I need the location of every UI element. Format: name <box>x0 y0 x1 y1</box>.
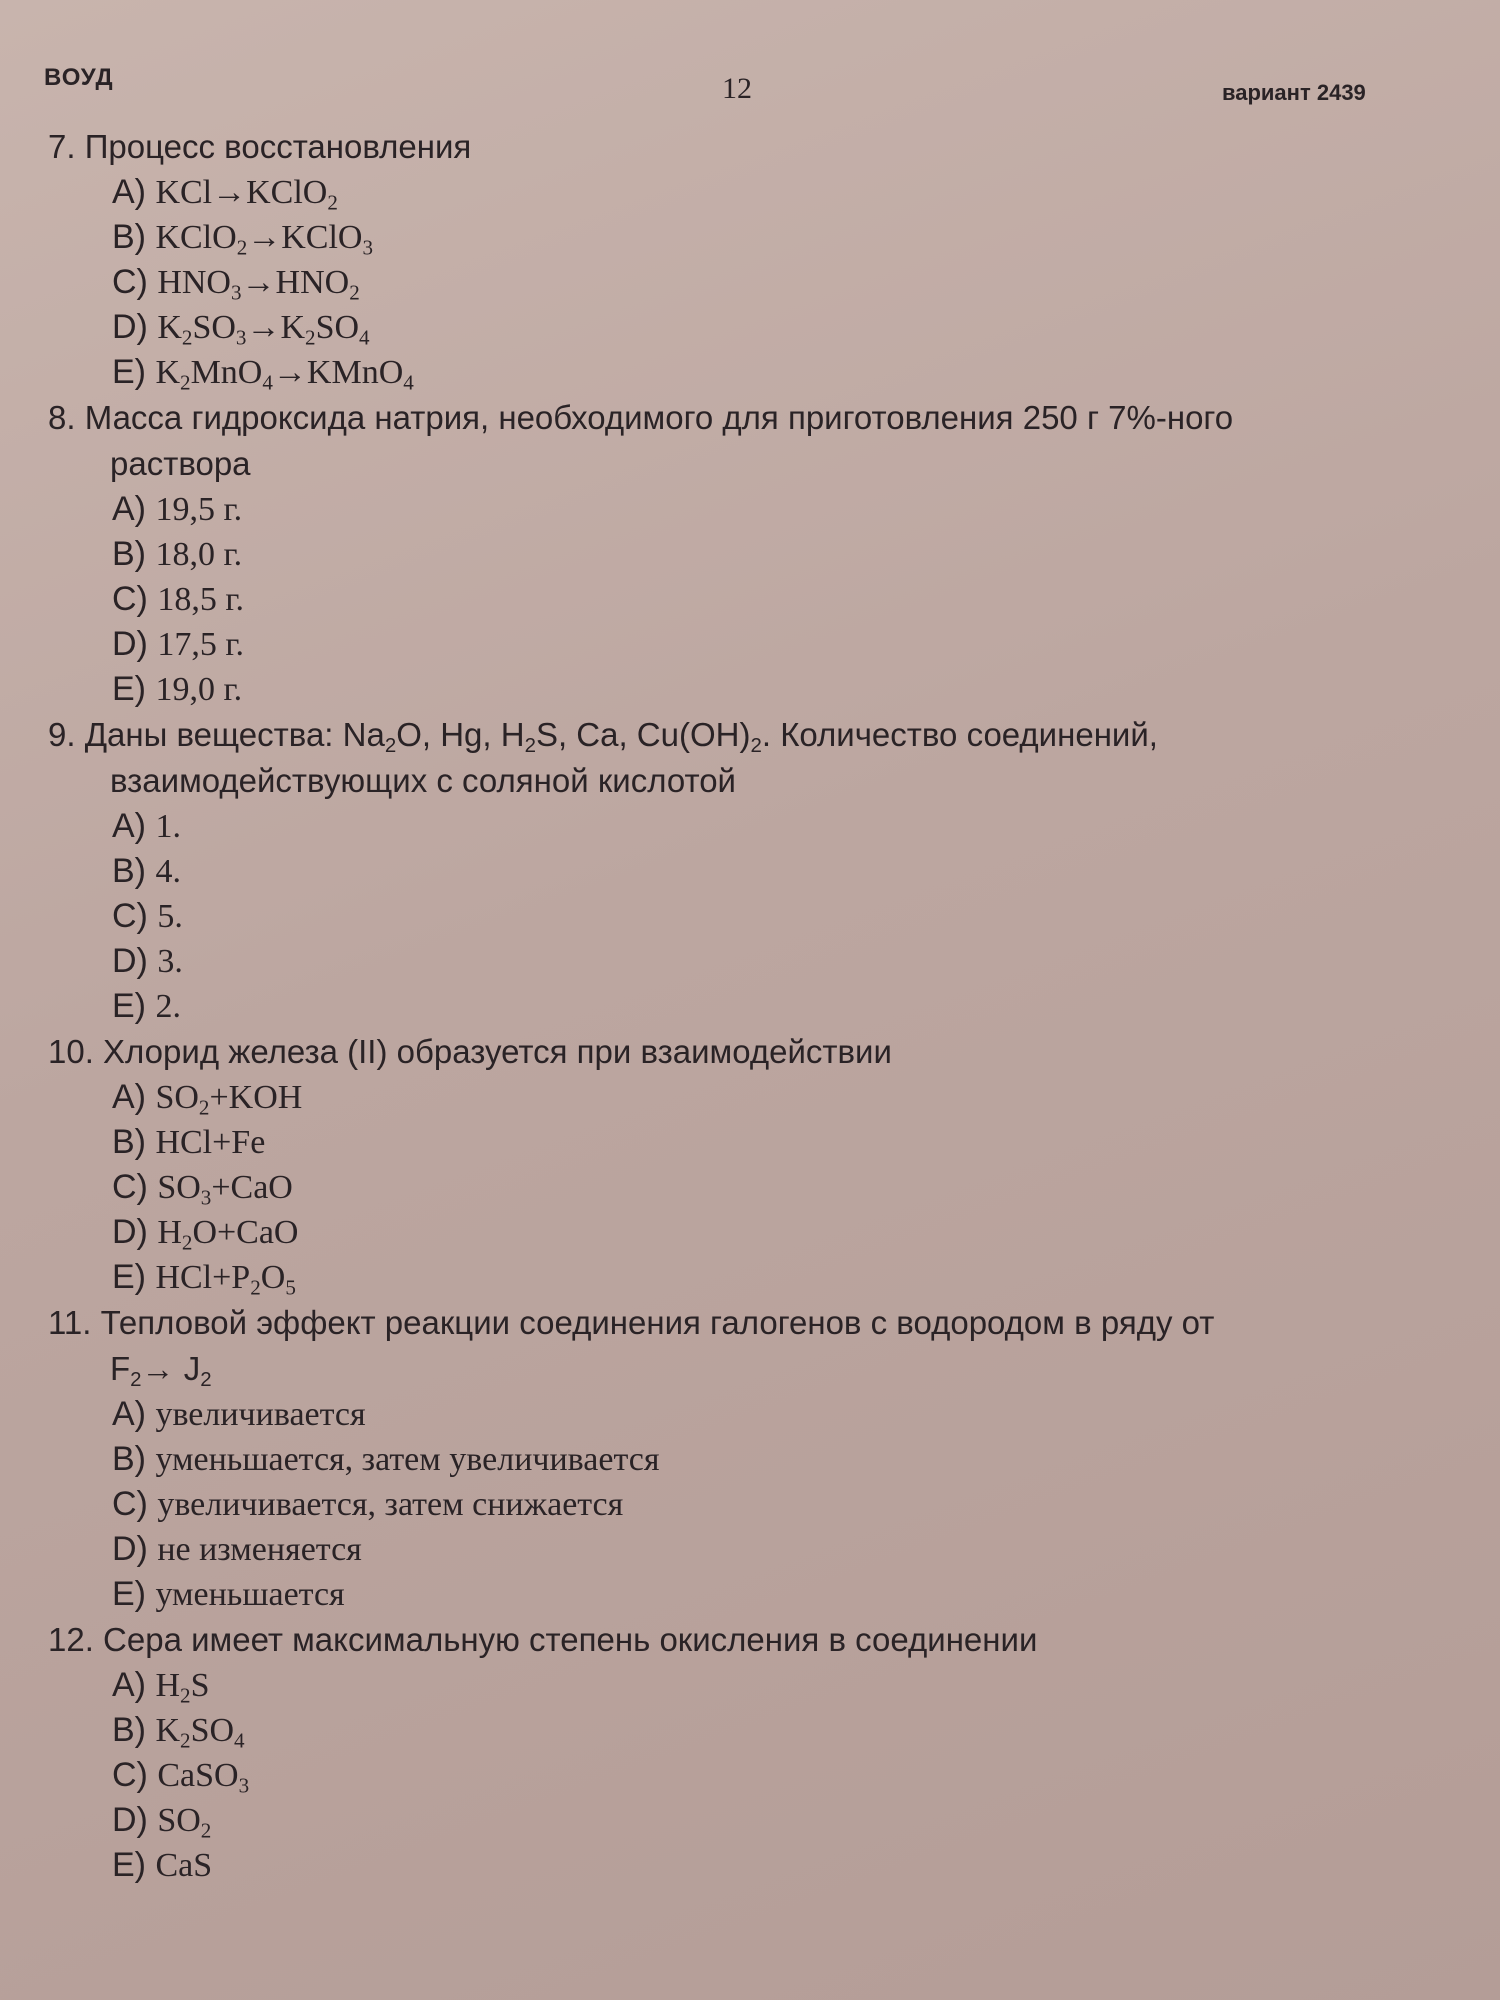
question-body: Процесс восстановления <box>84 128 472 165</box>
answer-text: $HCl+P_2O_5$ <box>155 1259 296 1300</box>
answer-letter: E) <box>112 987 156 1025</box>
question-number: 10. <box>48 1033 104 1070</box>
answer-options <box>48 1075 1448 1300</box>
answer-text: $H_2O+CaO$ <box>157 1214 299 1255</box>
answer-option <box>112 1708 1448 1753</box>
answer-text: 18,0 г. <box>155 536 243 573</box>
answer-letter: D) <box>112 308 158 346</box>
answer-option <box>112 1753 1448 1798</box>
answer-text: 17,5 г. <box>157 626 244 663</box>
answer-option <box>112 894 1448 939</box>
answer-options <box>48 804 1448 1029</box>
answer-text: 1. <box>155 808 181 845</box>
answer-option <box>112 1210 1448 1255</box>
question-number: 9. <box>48 716 85 753</box>
question-number: 7. <box>48 128 85 165</box>
answer-text: увеличивается, затем снижается <box>157 1486 624 1523</box>
question-body: Масса гидроксида натрия, необходимого для приготовления 250 г 7%-ного <box>84 399 1234 436</box>
answer-option <box>112 260 1448 305</box>
answer-letter: A) <box>112 807 156 845</box>
question-text <box>48 1300 1448 1392</box>
question-number: 12. <box>48 1621 104 1658</box>
answer-text: $SO_2$ <box>157 1802 212 1843</box>
answer-text: $SO_2+KOH$ <box>155 1079 303 1120</box>
answer-letter: C) <box>112 1168 158 1206</box>
answer-letter: B) <box>112 218 156 256</box>
answer-option <box>112 1437 1448 1482</box>
answer-text: $SO_3+CaO$ <box>157 1169 293 1210</box>
answer-text: 4. <box>155 853 181 890</box>
question-text <box>48 1029 1448 1075</box>
answer-letter: A) <box>112 1078 156 1116</box>
answer-letter: A) <box>112 173 156 211</box>
question-body: Хлорид железа (II) образуется при взаимодействии <box>103 1033 892 1070</box>
answer-letter: B) <box>112 852 156 890</box>
answer-text: $H_2S$ <box>155 1667 210 1708</box>
answer-option <box>112 487 1448 532</box>
answer-letter: C) <box>112 897 158 935</box>
question-body-continued: взаимодействующих с соляной кислотой <box>110 762 736 799</box>
answer-letter: A) <box>112 490 156 528</box>
answer-letter: C) <box>112 1756 158 1794</box>
answer-letter: D) <box>112 942 158 980</box>
answer-option <box>112 532 1448 577</box>
answer-option <box>112 1527 1448 1572</box>
page-number: 12 <box>722 72 752 105</box>
answer-letter: C) <box>112 263 158 301</box>
question-number: 11. <box>48 1304 101 1341</box>
answer-option <box>112 939 1448 984</box>
answer-option <box>112 849 1448 894</box>
page-header <box>0 0 1500 120</box>
answer-option <box>112 215 1448 260</box>
answer-letter: B) <box>112 1123 156 1161</box>
answer-letter: C) <box>112 580 158 618</box>
answer-text: HCl+Fe <box>155 1124 266 1161</box>
answer-letter: D) <box>112 1530 158 1568</box>
answer-text: 19,0 г. <box>155 671 243 708</box>
question-10 <box>48 1029 1448 1300</box>
answer-letter: A) <box>112 1395 156 1433</box>
answer-text: не изменяется <box>157 1531 362 1568</box>
answer-letter: D) <box>112 625 158 663</box>
answer-option <box>112 1255 1448 1300</box>
question-number: 8. <box>48 399 85 436</box>
answer-text: $K_2SO_4$ <box>155 1712 245 1753</box>
question-text <box>48 395 1448 487</box>
question-body: Тепловой эффект реакции соединения галогенов с водородом в ряду от <box>100 1304 1215 1341</box>
answer-text: 3. <box>157 943 183 980</box>
answer-options <box>48 1663 1448 1888</box>
answer-text: $HNO_3\to HNO_2$ <box>157 264 360 305</box>
answer-text: 2. <box>155 988 181 1025</box>
variant-label: вариант 2439 <box>1222 80 1366 105</box>
answer-option <box>112 1663 1448 1708</box>
answer-option <box>112 1075 1448 1120</box>
answer-option <box>112 350 1448 395</box>
answer-options <box>48 487 1448 712</box>
answer-option <box>112 1482 1448 1527</box>
answer-option <box>112 804 1448 849</box>
answer-text: CaS <box>155 1847 213 1884</box>
answer-option <box>112 1572 1448 1617</box>
question-body-continued: раствора <box>110 445 251 482</box>
answer-letter: E) <box>112 353 156 391</box>
answer-option <box>112 1392 1448 1437</box>
question-body: Сера имеет максимальную степень окисления в соединении <box>103 1621 1038 1658</box>
answer-text: KClO$_2$→KClO$_3$ <box>155 219 374 260</box>
answer-letter: D) <box>112 1801 158 1839</box>
question-body-continued: $F_2\to J_2$ <box>110 1350 212 1392</box>
answer-letter: B) <box>112 1440 156 1478</box>
answer-letter: C) <box>112 1485 158 1523</box>
question-text <box>48 712 1448 804</box>
answer-option <box>112 984 1448 1029</box>
question-9 <box>48 712 1448 1029</box>
answer-letter: E) <box>112 1575 156 1613</box>
answer-letter: A) <box>112 1666 156 1704</box>
answer-options <box>48 170 1448 395</box>
answer-option <box>112 305 1448 350</box>
header-school: ВОУД <box>44 64 114 91</box>
answer-letter: B) <box>112 535 156 573</box>
answer-letter: E) <box>112 1846 156 1884</box>
answer-text: 5. <box>157 898 183 935</box>
answer-option <box>112 1165 1448 1210</box>
answer-letter: D) <box>112 1213 158 1251</box>
answer-option <box>112 1798 1448 1843</box>
answer-text: 18,5 г. <box>157 581 244 618</box>
answer-option <box>112 1843 1448 1888</box>
answer-text: уменьшается <box>155 1576 345 1613</box>
answer-text: увеличивается <box>155 1396 366 1433</box>
question-8 <box>48 395 1448 712</box>
answer-option <box>112 1120 1448 1165</box>
question-7 <box>48 124 1448 395</box>
question-text <box>48 124 1448 170</box>
answer-option <box>112 170 1448 215</box>
answer-text: $K_2SO_3\to K_2SO_4$ <box>157 309 370 350</box>
answer-text: уменьшается, затем увеличивается <box>155 1441 660 1478</box>
answer-letter: E) <box>112 670 156 708</box>
answer-text: 19,5 г. <box>155 491 243 528</box>
answer-letter: E) <box>112 1258 156 1296</box>
answer-text: CaSO$_3$ <box>157 1757 250 1798</box>
answer-text: KCl→KClO$_2$ <box>155 174 338 215</box>
question-text <box>48 1617 1448 1663</box>
answer-option <box>112 577 1448 622</box>
question-11 <box>48 1300 1448 1617</box>
answer-text: $K_2MnO_4\to KMnO_4$ <box>155 354 414 395</box>
question-body: Даны вещества: $Na_2O$, Hg, $H_2S$, Ca, $Cu(OH)_2$. Количество соединений, <box>84 716 1158 758</box>
answer-options <box>48 1392 1448 1617</box>
answer-letter: B) <box>112 1711 156 1749</box>
answer-option <box>112 622 1448 667</box>
answer-option <box>112 667 1448 712</box>
question-12 <box>48 1617 1448 1888</box>
question-list <box>48 124 1448 1888</box>
